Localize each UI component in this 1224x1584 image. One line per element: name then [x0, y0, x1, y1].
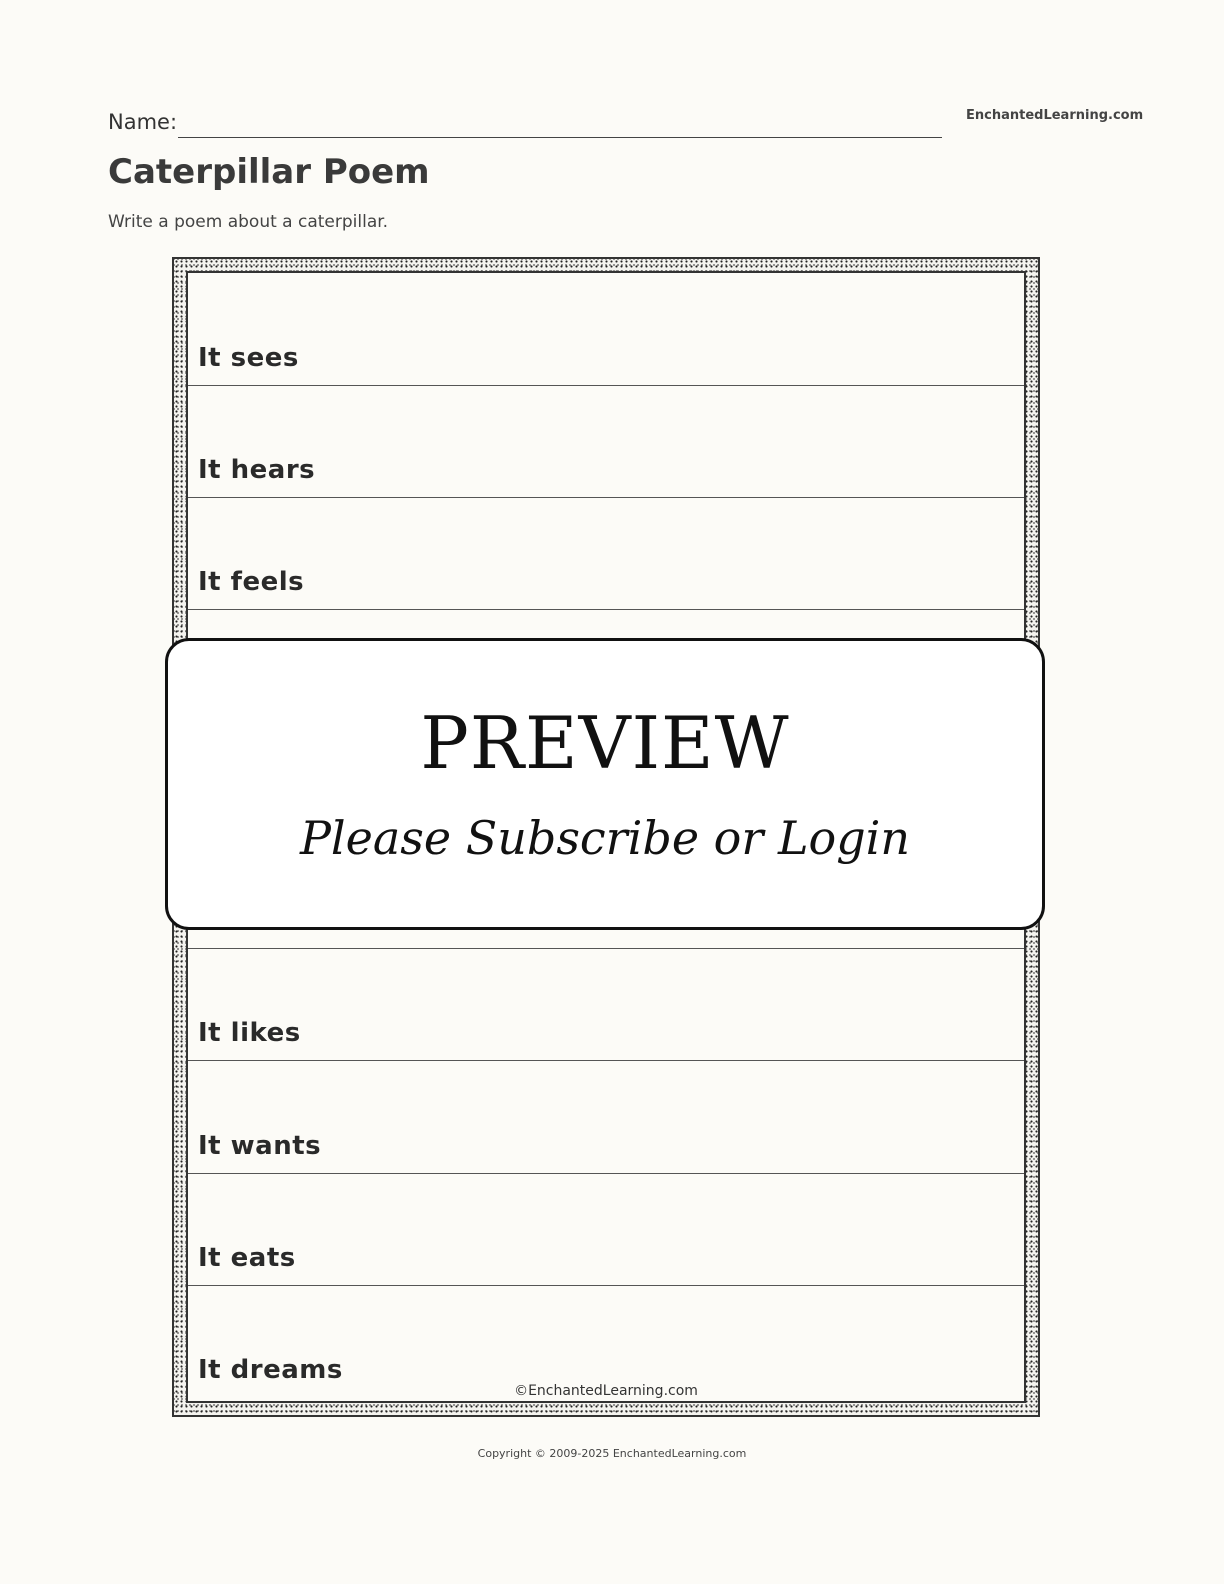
poem-row-wants [188, 1061, 1024, 1174]
poem-row-likes [188, 949, 1024, 1061]
row-label: It sees [198, 343, 299, 373]
name-line [178, 137, 942, 138]
name-label: Name: [108, 110, 178, 134]
row-label: It feels [198, 567, 305, 597]
row-label: It wants [198, 1131, 322, 1161]
site-credit: EnchantedLearning.com [966, 108, 1144, 123]
poem-row-sees [188, 273, 1024, 386]
preview-overlay[interactable] [165, 638, 1045, 930]
poem-row-hears [188, 386, 1024, 498]
instruction-text: Write a poem about a caterpillar. [108, 212, 389, 232]
worksheet-footer: ©EnchantedLearning.com [514, 1383, 698, 1399]
page-title: Caterpillar Poem [108, 152, 430, 192]
poem-row-eats [188, 1174, 1024, 1286]
row-label: It eats [198, 1243, 296, 1273]
row-label: It likes [198, 1018, 301, 1048]
copyright-text: Copyright © 2009-2025 EnchantedLearning.com [477, 1447, 747, 1460]
poem-row-feels [188, 498, 1024, 610]
preview-title: PREVIEW [420, 701, 790, 785]
subscribe-login-prompt[interactable]: Please Subscribe or Login [299, 811, 911, 865]
row-label: It dreams [198, 1355, 343, 1385]
row-label: It hears [198, 455, 316, 485]
